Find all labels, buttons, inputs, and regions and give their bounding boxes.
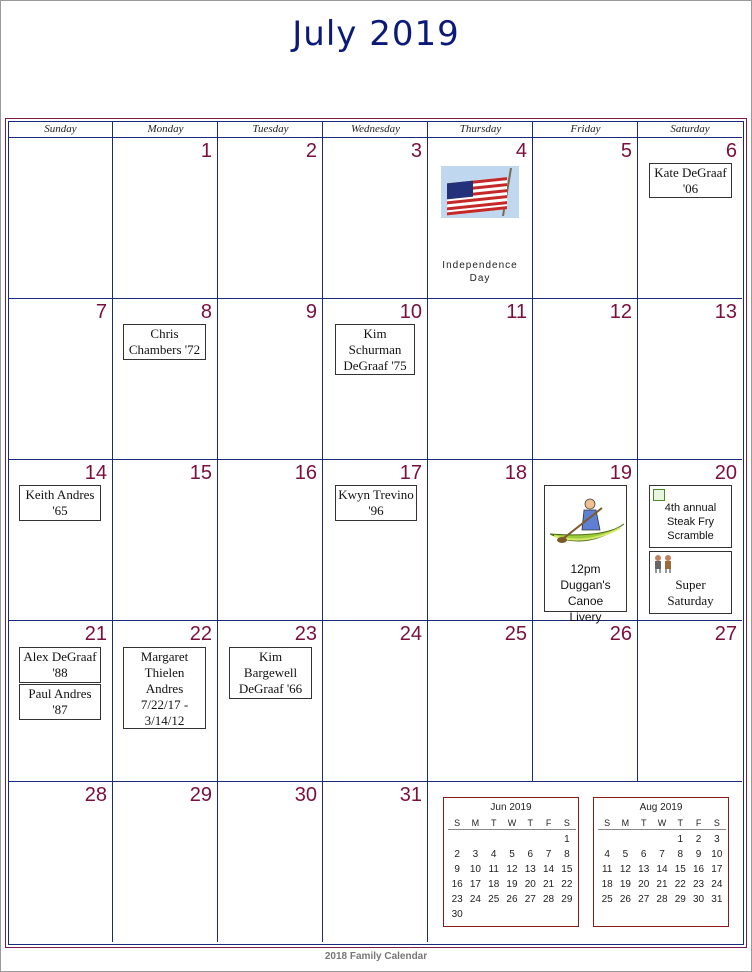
birthday-event[interactable]: Kim Schurman DeGraaf '75 xyxy=(335,324,415,375)
mini-calendar-day[interactable]: 18 xyxy=(488,879,500,890)
mini-calendar-title: Jun 2019 xyxy=(490,802,532,813)
grid-line xyxy=(532,122,533,781)
day-number: 1 xyxy=(200,140,212,162)
mini-calendar-day[interactable]: 20 xyxy=(524,879,536,890)
mini-calendar-day[interactable]: 30 xyxy=(693,894,705,905)
mini-calendar-day[interactable]: 22 xyxy=(674,879,686,890)
mini-calendar-prev[interactable] xyxy=(443,797,579,927)
mini-calendar-day[interactable]: 30 xyxy=(451,909,463,920)
mini-calendar-header xyxy=(448,818,576,830)
day-number: 13 xyxy=(714,301,737,323)
mini-calendar-weekday: F xyxy=(695,818,702,828)
mini-calendar-day[interactable]: 5 xyxy=(622,849,629,860)
grid-line xyxy=(112,122,113,942)
mini-calendar-day[interactable]: 26 xyxy=(619,894,631,905)
grid-line xyxy=(8,137,742,138)
mini-calendar-day xyxy=(539,832,557,847)
mini-calendar-weekday: T xyxy=(490,818,497,828)
mini-calendar-day[interactable]: 15 xyxy=(561,864,573,875)
mini-calendar-weekday: T xyxy=(640,818,647,828)
day-number: 14 xyxy=(84,462,107,484)
weekday-tuesday: Tuesday xyxy=(252,123,289,135)
day-number: 8 xyxy=(200,301,212,323)
mini-calendar-day xyxy=(616,832,634,847)
mini-calendar-day[interactable]: 21 xyxy=(543,879,555,890)
mini-calendar-day[interactable]: 16 xyxy=(693,864,705,875)
mini-calendar-day[interactable]: 7 xyxy=(659,849,665,860)
mini-calendar-day[interactable]: 3 xyxy=(714,834,720,845)
mini-calendar-day[interactable]: 7 xyxy=(545,849,552,860)
mini-calendar-day[interactable]: 14 xyxy=(543,864,555,875)
mini-calendar-day[interactable]: 17 xyxy=(711,864,723,875)
mini-calendar-day[interactable]: 12 xyxy=(506,864,518,875)
day-number: 18 xyxy=(504,462,527,484)
mini-calendar-day[interactable]: 5 xyxy=(509,849,515,860)
day-number: 31 xyxy=(399,784,422,806)
day-number: 12 xyxy=(609,301,632,323)
footer-label: 2018 Family Calendar xyxy=(324,951,428,962)
mini-calendar-day[interactable]: 23 xyxy=(693,879,705,890)
day-number: 2 xyxy=(305,140,317,162)
mini-calendar-day[interactable]: 11 xyxy=(601,864,613,875)
mini-calendar-day[interactable]: 27 xyxy=(638,894,650,905)
birthday-event[interactable]: Keith Andres '65 xyxy=(19,485,101,521)
mini-calendar-day[interactable]: 29 xyxy=(674,894,686,905)
birthday-event[interactable]: Kim Bargewell DeGraaf '66 xyxy=(229,647,312,699)
mini-calendar-day[interactable]: 20 xyxy=(638,879,650,890)
mini-calendar-weekday: S xyxy=(604,818,611,828)
kids-icon xyxy=(652,554,678,574)
birthday-event[interactable]: Kate DeGraaf '06 xyxy=(649,163,732,198)
memorial-event[interactable]: Margaret Thielen Andres 7/22/17 - 3/14/12 xyxy=(123,647,206,729)
day-number: 28 xyxy=(84,784,107,806)
mini-calendar-day[interactable]: 28 xyxy=(543,894,555,905)
mini-calendar-day[interactable]: 24 xyxy=(469,894,481,905)
mini-calendar-weekday: M xyxy=(621,818,630,828)
mini-calendar-day[interactable]: 8 xyxy=(677,849,684,860)
canoe-event-text: 12pm Duggan's Canoe Livery xyxy=(560,562,611,624)
day-number: 9 xyxy=(305,301,317,323)
mini-calendar-day[interactable]: 28 xyxy=(656,894,668,905)
mini-calendar-day[interactable]: 22 xyxy=(561,879,573,890)
golf-icon xyxy=(653,489,665,501)
weekday-monday: Monday xyxy=(147,123,184,135)
birthday-event[interactable]: Chris Chambers '72 xyxy=(123,324,206,360)
weekday-thursday: Thursday xyxy=(459,123,502,135)
weekday-saturday: Saturday xyxy=(670,123,710,135)
mini-calendar-day xyxy=(448,832,466,847)
day-number: 16 xyxy=(294,462,317,484)
day-number: 29 xyxy=(189,784,212,806)
holiday-label: Independence Day xyxy=(442,260,518,284)
grid-line xyxy=(217,122,218,942)
day-number: 19 xyxy=(609,462,632,484)
mini-calendar-day[interactable]: 3 xyxy=(472,849,479,860)
day-number: 11 xyxy=(506,301,527,323)
grid-line xyxy=(427,122,428,942)
weekday-wednesday: Wednesday xyxy=(350,123,401,135)
mini-calendar-weekday: W xyxy=(507,818,517,828)
weekday-sunday: Sunday xyxy=(44,123,77,135)
birthday-event[interactable]: Paul Andres '87 xyxy=(19,684,101,720)
mini-calendar-weekday: S xyxy=(454,818,461,828)
day-number: 30 xyxy=(294,784,317,806)
mini-calendar-day[interactable]: 4 xyxy=(490,849,497,860)
mini-calendar-day[interactable]: 27 xyxy=(524,894,536,905)
mini-calendar-day[interactable]: 10 xyxy=(469,864,481,875)
mini-calendar-day[interactable]: 4 xyxy=(604,849,610,860)
steak-fry-event[interactable] xyxy=(649,485,732,548)
super-saturday-text: Super Saturday xyxy=(667,577,714,608)
mini-calendar-day[interactable]: 31 xyxy=(711,894,723,905)
mini-calendar-next[interactable] xyxy=(593,797,729,927)
mini-calendar-day[interactable]: 9 xyxy=(695,849,702,860)
day-number: 10 xyxy=(399,301,422,323)
mini-calendar-day[interactable]: 16 xyxy=(451,879,463,890)
day-number: 25 xyxy=(504,623,527,645)
mini-calendar-day[interactable]: 10 xyxy=(711,849,723,860)
day-number: 6 xyxy=(725,140,737,162)
day-number: 23 xyxy=(294,623,317,645)
mini-calendar-days xyxy=(448,832,576,922)
mini-calendar-day[interactable]: 19 xyxy=(619,879,631,890)
mini-calendar-day xyxy=(598,832,616,847)
mini-calendar-day[interactable]: 11 xyxy=(488,864,499,875)
day-number: 3 xyxy=(410,140,422,162)
mini-calendar-day[interactable]: 14 xyxy=(656,864,668,875)
grid-line xyxy=(8,781,742,782)
mini-calendar-day xyxy=(521,832,539,847)
steak-fry-text: 4th annual Steak Fry Scramble xyxy=(664,502,717,542)
mini-calendar-weekday: F xyxy=(545,818,552,828)
canoe-event[interactable] xyxy=(544,485,627,624)
mini-calendar-weekday: S xyxy=(713,818,720,828)
day-number: 5 xyxy=(620,140,632,162)
weekday-friday: Friday xyxy=(570,123,601,135)
day-number: 7 xyxy=(95,301,107,323)
mini-calendar-day[interactable]: 25 xyxy=(488,894,500,905)
mini-calendar-day xyxy=(503,832,521,847)
mini-calendar-weekday: T xyxy=(677,818,684,828)
super-saturday-event[interactable] xyxy=(649,551,732,614)
grid-line xyxy=(8,459,742,460)
day-number: 21 xyxy=(84,623,107,645)
mini-calendar-day[interactable]: 1 xyxy=(677,834,684,845)
mini-calendar-day xyxy=(635,832,653,847)
mini-calendar-weekday: M xyxy=(471,818,480,828)
mini-calendar-weekday: S xyxy=(563,818,570,828)
mini-calendar-day[interactable]: 6 xyxy=(640,849,647,860)
mini-calendar-title: Aug 2019 xyxy=(639,802,683,813)
mini-calendar-day[interactable]: 25 xyxy=(601,894,613,905)
grid-line xyxy=(8,620,742,621)
day-number: 20 xyxy=(714,462,737,484)
grid-line xyxy=(322,122,323,942)
grid-line xyxy=(637,122,638,781)
american-flag-icon xyxy=(441,166,519,218)
mini-calendar-day[interactable]: 6 xyxy=(527,849,534,860)
mini-calendar-day[interactable]: 9 xyxy=(454,864,460,875)
mini-calendar-day[interactable]: 29 xyxy=(561,894,573,905)
day-number: 22 xyxy=(189,623,212,645)
mini-calendar-day[interactable]: 12 xyxy=(619,864,631,875)
day-number: 17 xyxy=(399,462,422,484)
mini-calendar-weekday: W xyxy=(657,818,667,828)
mini-calendar-day[interactable]: 21 xyxy=(656,879,668,890)
mini-calendar-header xyxy=(598,818,726,830)
mini-calendar-day[interactable]: 13 xyxy=(524,864,536,875)
day-number: 15 xyxy=(189,462,212,484)
mini-calendar-days xyxy=(598,832,726,907)
mini-calendar-day[interactable]: 2 xyxy=(454,849,460,860)
grid-line xyxy=(8,298,742,299)
canoe-icon xyxy=(545,487,626,561)
mini-calendar-day[interactable]: 13 xyxy=(638,864,650,875)
mini-calendar-day[interactable]: 23 xyxy=(451,894,463,905)
mini-calendar-day[interactable]: 19 xyxy=(506,879,518,890)
mini-calendar-day[interactable]: 8 xyxy=(564,849,570,860)
mini-calendar-day xyxy=(653,832,671,847)
mini-calendar-day xyxy=(485,832,503,847)
mini-calendar-day xyxy=(466,832,484,847)
mini-calendar-day[interactable]: 24 xyxy=(711,879,723,890)
day-number: 27 xyxy=(714,623,737,645)
mini-calendar-day[interactable]: 2 xyxy=(695,834,702,845)
mini-calendar-day[interactable]: 18 xyxy=(601,879,613,890)
mini-calendar-day[interactable]: 15 xyxy=(674,864,686,875)
mini-calendar-day[interactable]: 26 xyxy=(506,894,518,905)
mini-calendar-day[interactable]: 1 xyxy=(564,834,570,845)
day-number: 4 xyxy=(515,140,527,162)
mini-calendar-day[interactable]: 17 xyxy=(469,879,481,890)
birthday-event[interactable]: Kwyn Trevino '96 xyxy=(335,485,417,521)
birthday-event[interactable]: Alex DeGraaf '88 xyxy=(19,647,101,683)
page-title: July 2019 xyxy=(292,14,460,54)
day-number: 24 xyxy=(399,623,422,645)
day-number: 26 xyxy=(609,623,632,645)
mini-calendar-weekday: T xyxy=(527,818,534,828)
